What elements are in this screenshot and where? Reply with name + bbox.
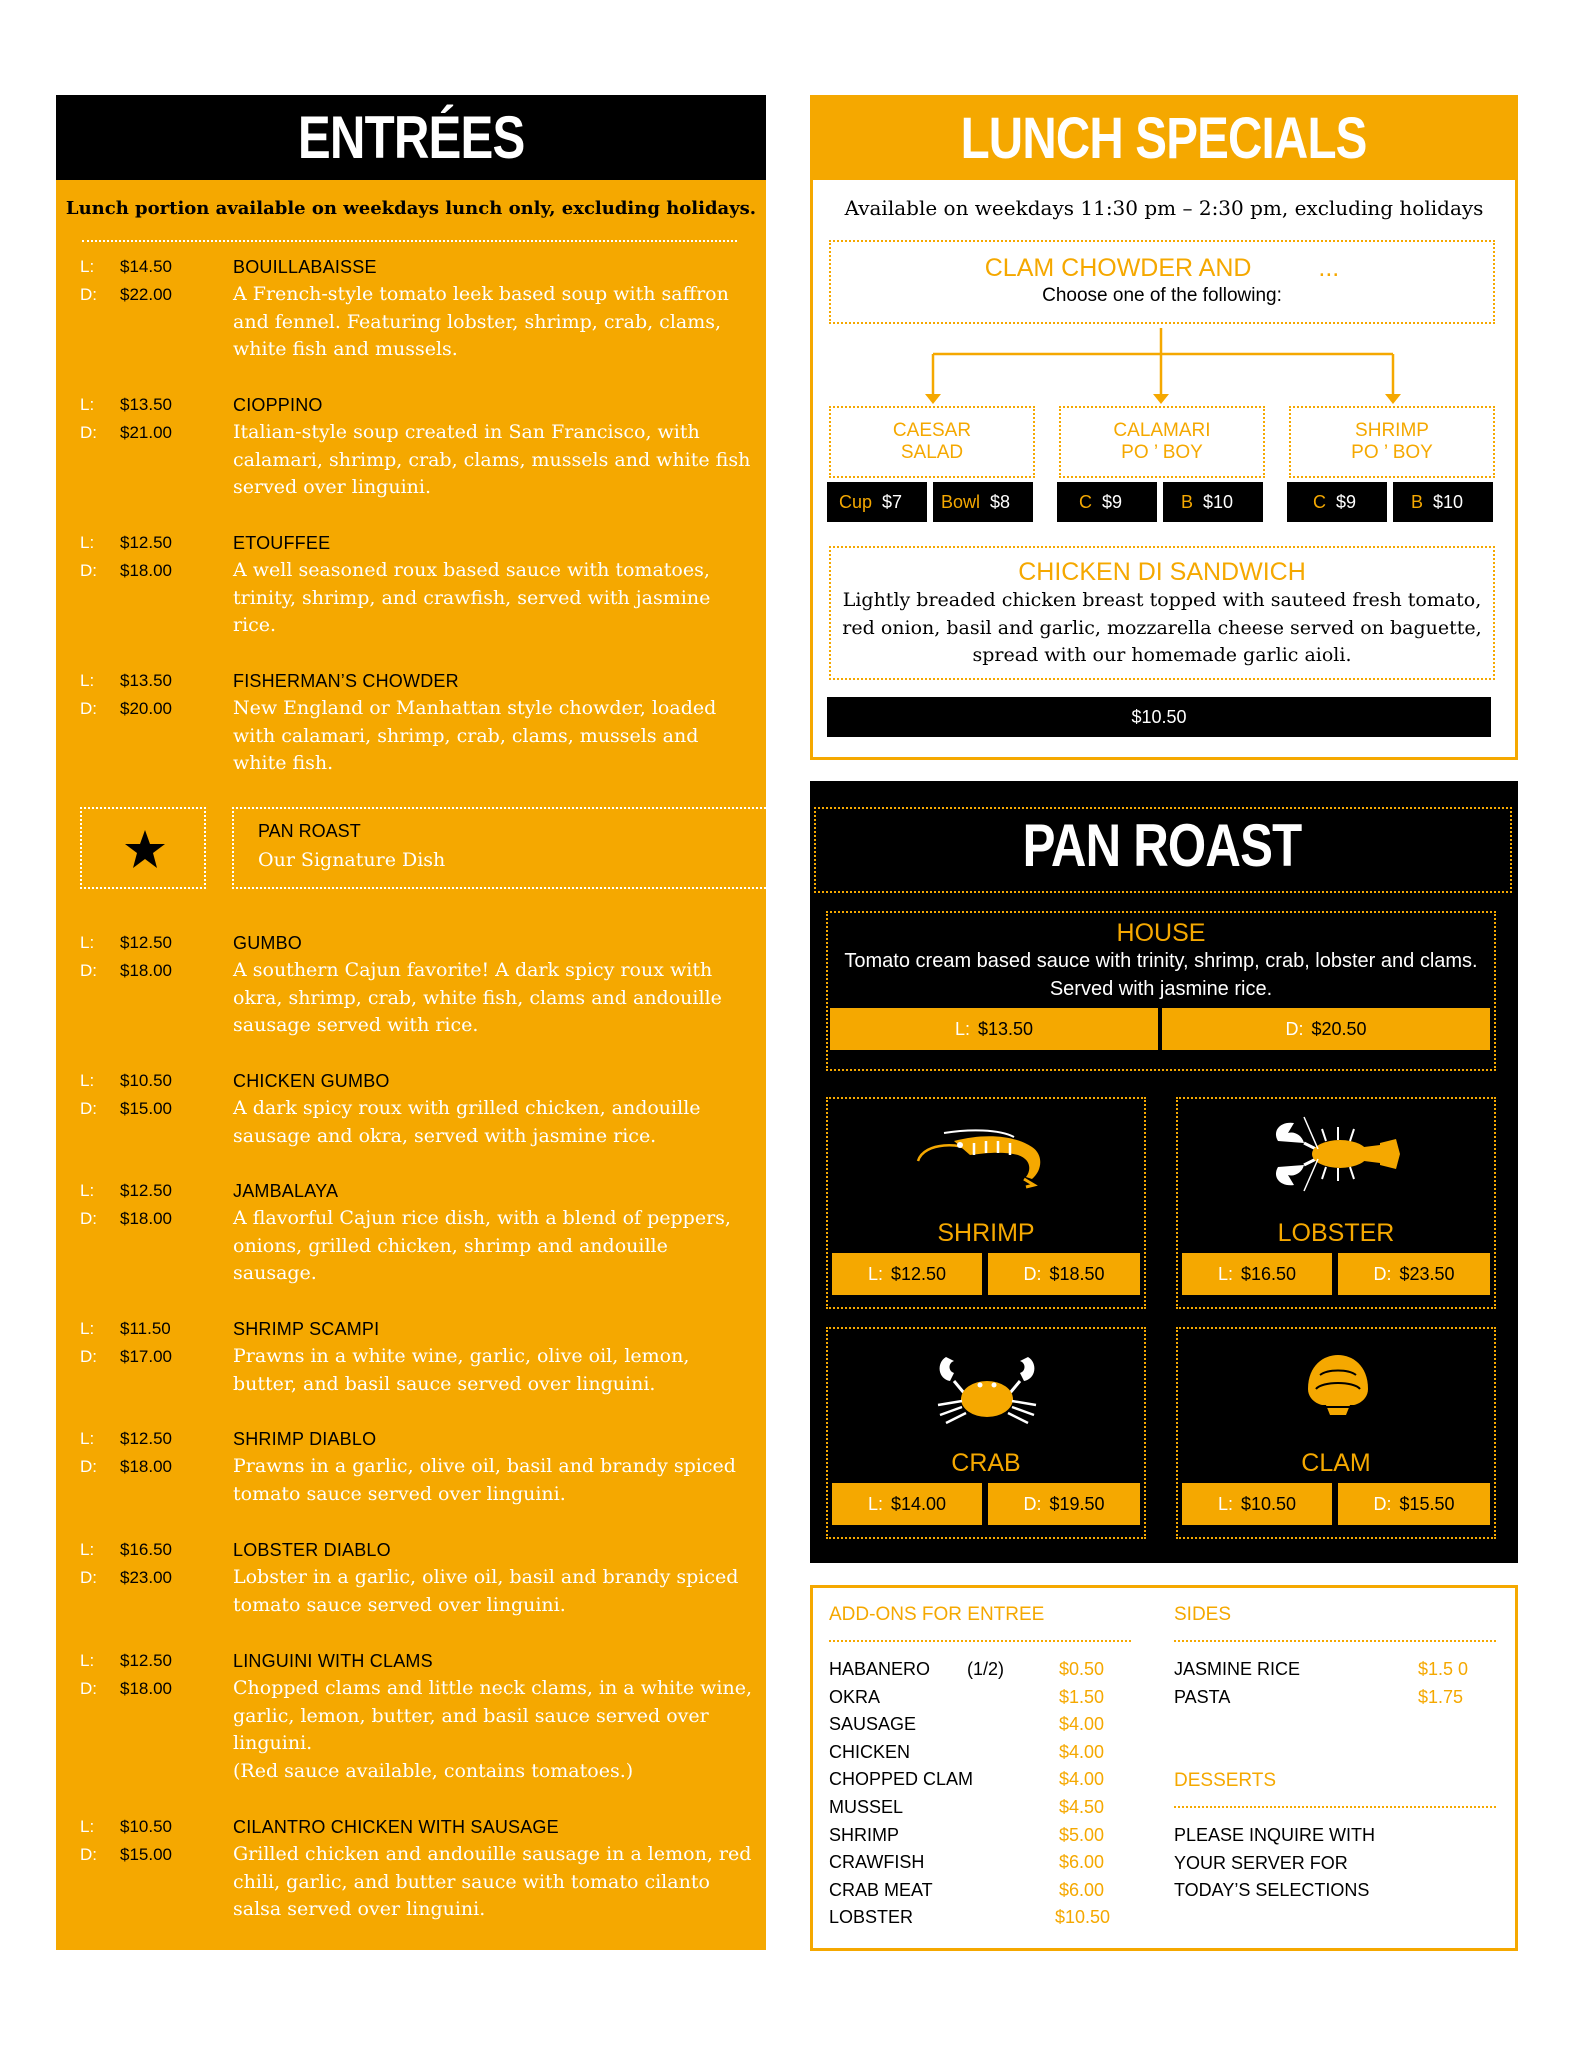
item-description: New England or Manhattan style chowder, loaded with calamari, shrimp, crab, clams, mussels and white fish. <box>233 697 717 774</box>
lunch-label: L: <box>80 1540 95 1559</box>
item-name: CIOPPINO <box>233 395 323 415</box>
option-name-2: PO ’ BOY <box>1121 442 1203 463</box>
dinner-price <box>988 1483 1140 1525</box>
addon-price: $6.00 <box>1059 1852 1105 1873</box>
side-name: JASMINE RICE <box>1174 1659 1301 1679</box>
lunch-price: $12.50 <box>120 1429 172 1448</box>
lunch-specials-header <box>813 98 1515 180</box>
entrees-header <box>56 95 766 180</box>
lunch-specials-section <box>810 95 1518 760</box>
item-description: A flavorful Cajun rice dish, with a blend of peppers, onions, grilled chicken, shrimp and andouille sausage. <box>233 1207 731 1284</box>
dinner-label: D: <box>80 285 97 304</box>
shrimp-icon <box>914 1121 1050 1191</box>
crab-icon <box>932 1349 1042 1429</box>
lunch-label: L: <box>1217 1494 1233 1514</box>
sandwich-description: Lightly breaded chicken breast topped with sauteed fresh tomato, red onion, basil and garlic, mozzarella cheese served on baguette, spread with our homemade garlic aioli. <box>842 589 1482 666</box>
addon-row <box>829 1684 1129 1712</box>
variety-name: LOBSTER <box>1277 1219 1395 1247</box>
dinner-label: D: <box>80 561 97 580</box>
price: $20.50 <box>1311 1019 1367 1039</box>
lunch-availability: Available on weekdays 11:30 pm – 2:30 pm, excluding holidays <box>844 196 1484 220</box>
lunch-label: L: <box>80 395 95 414</box>
item-name: CHICKEN GUMBO <box>233 1071 390 1091</box>
addon-price: $4.00 <box>1059 1714 1105 1735</box>
item-name: SHRIMP SCAMPI <box>233 1319 380 1339</box>
item-note: (Red sauce available, contains tomatoes.) <box>233 1759 634 1782</box>
option-name: SHRIMP <box>1355 420 1429 441</box>
price: $8 <box>990 492 1011 512</box>
addon-name: LOBSTER <box>829 1907 914 1928</box>
sides-title: SIDES <box>1174 1604 1232 1625</box>
dinner-label: D: <box>80 1457 97 1476</box>
addon-name: CHOPPED CLAM <box>829 1769 974 1790</box>
lunch-price <box>832 1253 982 1295</box>
price-tag <box>933 482 1033 522</box>
size-label: C <box>1313 492 1326 512</box>
lunch-price <box>1182 1483 1332 1525</box>
dinner-price: $22.00 <box>120 285 172 304</box>
item-name: FISHERMAN’S CHOWDER <box>233 671 459 691</box>
addon-row <box>829 1822 1129 1850</box>
addon-name: MUSSEL <box>829 1797 904 1817</box>
addon-name: CHICKEN <box>829 1741 911 1762</box>
clam-icon <box>1302 1351 1374 1421</box>
dinner-label: D: <box>1373 1494 1392 1514</box>
dinner-label: D: <box>80 1347 97 1366</box>
pan-roast-card-lobster <box>1176 1097 1496 1309</box>
signature-tagline: Our Signature Dish <box>258 849 446 871</box>
dinner-price: $18.00 <box>120 1209 172 1228</box>
addon-row <box>829 1794 1129 1822</box>
option-name: CAESAR <box>892 420 972 441</box>
pan-roast-card-shrimp <box>826 1097 1146 1309</box>
dinner-label: D: <box>80 1845 97 1864</box>
lunch-price: $13.50 <box>120 395 172 414</box>
lunch-label: L: <box>80 933 95 952</box>
dinner-price: $15.00 <box>120 1099 172 1118</box>
price: $19.50 <box>1049 1494 1105 1514</box>
addon-row <box>829 1904 1129 1932</box>
pan-roast-title: PAN ROAST <box>1022 812 1302 879</box>
size-label: Cup <box>839 492 873 512</box>
size-label: C <box>1079 492 1092 512</box>
house-title: HOUSE <box>1116 919 1206 947</box>
lunch-label: L: <box>1217 1264 1233 1284</box>
variety-name: CLAM <box>1301 1449 1371 1477</box>
dinner-price: $18.00 <box>120 961 172 980</box>
price: $12.50 <box>890 1264 947 1284</box>
choice-arrows <box>813 326 1521 406</box>
addon-name: CRAWFISH <box>829 1852 925 1873</box>
lunch-price: $12.50 <box>120 1651 172 1670</box>
chicken-di-sandwich <box>829 546 1495 680</box>
lunch-price: $10.50 <box>120 1071 172 1090</box>
addon-price: $10.50 <box>1055 1907 1111 1928</box>
dinner-price <box>1338 1253 1490 1295</box>
dinner-label: D: <box>1023 1264 1042 1284</box>
addon-row <box>829 1766 1129 1794</box>
lunch-label: L: <box>80 671 95 690</box>
lunch-label: L: <box>80 1429 95 1448</box>
clam-chowder-combo <box>829 240 1495 324</box>
item-description-text: Chopped clams and little neck clams, in a white wine, garlic, lemon, butter, and basil sauce served over linguini. <box>233 1677 753 1754</box>
lunch-price: $12.50 <box>120 533 172 552</box>
price-tag <box>827 482 927 522</box>
combo-ellipsis: ... <box>1318 254 1340 282</box>
item-description <box>233 1675 753 1785</box>
dinner-label: D: <box>80 1099 97 1118</box>
desserts-note: YOUR SERVER FOR <box>1174 1852 1348 1873</box>
lunch-price: $14.50 <box>120 257 172 276</box>
divider <box>82 240 737 242</box>
price-tag <box>1287 482 1387 522</box>
option-name-2: SALAD <box>900 442 964 463</box>
lunch-price <box>1182 1253 1332 1295</box>
price: $15.50 <box>1399 1494 1455 1514</box>
price: $14.00 <box>890 1494 947 1514</box>
pan-roast-card-clam <box>1176 1327 1496 1539</box>
lunch-label: L: <box>80 1071 95 1090</box>
price-tag <box>1163 482 1263 522</box>
lunch-price: $12.50 <box>120 1181 172 1200</box>
item-description: A dark spicy roux with grilled chicken, andouille sausage and okra, served with jasmine rice. <box>233 1097 701 1147</box>
dinner-price <box>988 1253 1140 1295</box>
signature-dish-box <box>232 807 766 889</box>
addon-price: $5.00 <box>1059 1824 1105 1845</box>
lunch-price: $11.50 <box>120 1319 171 1338</box>
dinner-price: $18.00 <box>120 1457 172 1476</box>
item-description: Lobster in a garlic, olive oil, basil and brandy spiced tomato sauce served over linguini. <box>233 1566 739 1616</box>
dinner-label: D: <box>80 699 97 718</box>
addon-price: $0.50 <box>1059 1659 1105 1679</box>
item-name: LINGUINI WITH CLAMS <box>233 1651 433 1671</box>
lunch-label: L: <box>867 1264 883 1284</box>
combo-subtitle: Choose one of the following: <box>1042 285 1282 306</box>
item-description: A French-style tomato leek based soup with saffron and fennel. Featuring lobster, shrimp, crab, clams, white fish and mussels. <box>233 283 729 360</box>
addon-name: SAUSAGE <box>829 1714 917 1735</box>
lunch-label: L: <box>80 1181 95 1200</box>
lunch-label: L: <box>80 1817 95 1836</box>
entrees-title: ENTRÉES <box>297 104 525 171</box>
lunch-label: L: <box>80 257 95 276</box>
desserts-note: TODAY’S SELECTIONS <box>1174 1880 1370 1901</box>
price-tag <box>1393 482 1493 522</box>
lunch-price: $13.50 <box>120 671 172 690</box>
house-lunch-price <box>830 1008 1158 1050</box>
price: $9 <box>1102 492 1123 512</box>
star-icon <box>124 829 166 869</box>
item-name: BOUILLABAISSE <box>233 257 377 277</box>
item-name: CILANTRO CHICKEN WITH SAUSAGE <box>233 1817 559 1837</box>
addons-sides-desserts <box>810 1585 1518 1951</box>
addon-row <box>829 1739 1129 1767</box>
price: $10 <box>1203 492 1234 512</box>
divider <box>1174 1806 1496 1808</box>
dinner-price: $20.00 <box>120 699 172 718</box>
addon-name: CRAB MEAT <box>829 1879 933 1900</box>
item-name: ETOUFFEE <box>233 533 331 553</box>
option-calamari-poboy <box>1059 406 1265 478</box>
addon-price: $6.00 <box>1059 1879 1105 1900</box>
variety-name: CRAB <box>951 1449 1021 1477</box>
dinner-label: D: <box>80 1209 97 1228</box>
side-price: $1.5 0 <box>1418 1659 1469 1679</box>
addon-row <box>829 1877 1129 1905</box>
dinner-label: D: <box>1285 1019 1304 1039</box>
price: $9 <box>1336 492 1357 512</box>
price: $13.50 <box>977 1019 1034 1039</box>
variety-name: SHRIMP <box>937 1219 1035 1247</box>
item-description: Prawns in a white wine, garlic, olive oil, lemon, butter, and basil sauce served over linguini. <box>233 1345 690 1395</box>
pan-roast-section <box>810 781 1518 1563</box>
option-name: CALAMARI <box>1113 420 1211 441</box>
item-description: Grilled chicken and andouille sausage in a lemon, red chili, garlic, and butter sauce with tomato cilanto salsa served over linguini. <box>233 1843 752 1920</box>
dinner-price: $23.00 <box>120 1568 172 1587</box>
price: $10.50 <box>1240 1494 1297 1514</box>
item-name: SHRIMP DIABLO <box>233 1429 377 1449</box>
addon-name: OKRA <box>829 1686 881 1707</box>
item-description: A southern Cajun favorite! A dark spicy roux with okra, shrimp, crab, white fish, clams and andouille sausage served with rice. <box>233 959 722 1036</box>
option-shrimp-poboy <box>1289 406 1495 478</box>
addon-name: SHRIMP <box>829 1824 900 1845</box>
option-name-2: PO ’ BOY <box>1351 442 1433 463</box>
combo-title-text: CLAM CHOWDER AND <box>984 254 1252 282</box>
size-label: Bowl <box>941 492 981 512</box>
item-name: GUMBO <box>233 933 303 953</box>
desserts-note: PLEASE INQUIRE WITH <box>1174 1825 1376 1845</box>
pan-roast-card-crab <box>826 1327 1146 1539</box>
dinner-price: $17.00 <box>120 1347 172 1366</box>
house-description: Tomato cream based sauce with trinity, shrimp, crab, lobster and clams. Served with jasmine rice. <box>844 950 1478 1000</box>
lunch-label: L: <box>80 1651 95 1670</box>
dinner-price <box>1338 1483 1490 1525</box>
dinner-label: D: <box>80 423 97 442</box>
price: $18.50 <box>1049 1264 1105 1284</box>
lunch-label: L: <box>954 1019 970 1039</box>
pan-roast-header <box>814 807 1510 895</box>
sandwich-title: CHICKEN DI SANDWICH <box>1018 558 1306 586</box>
sandwich-price: $10.50 <box>827 697 1491 737</box>
price-tag <box>1057 482 1157 522</box>
addon-price: $4.00 <box>1059 1769 1105 1790</box>
lunch-price <box>832 1483 982 1525</box>
dinner-label: D: <box>80 1679 97 1698</box>
item-description: A well seasoned roux based sauce with tomatoes, trinity, shrimp, and crawfish, served with jasmine rice. <box>233 559 711 636</box>
option-caesar-salad <box>829 406 1035 478</box>
dinner-label: D: <box>1373 1264 1392 1284</box>
dinner-price: $18.00 <box>120 561 172 580</box>
dinner-label: D: <box>80 1568 97 1587</box>
item-name: LOBSTER DIABLO <box>233 1540 391 1560</box>
dinner-label: D: <box>80 961 97 980</box>
side-name: PASTA <box>1174 1686 1231 1707</box>
dinner-price: $18.00 <box>120 1679 172 1698</box>
price: $10 <box>1433 492 1464 512</box>
signature-name: PAN ROAST <box>258 821 361 841</box>
addon-row <box>829 1656 1129 1684</box>
lunch-specials-title: LUNCH SPECIALS <box>960 106 1368 171</box>
combo-title <box>831 254 1493 283</box>
price: $23.50 <box>1399 1264 1455 1284</box>
item-name: JAMBALAYA <box>233 1181 339 1201</box>
side-row <box>1174 1656 1494 1684</box>
dinner-label: D: <box>1023 1494 1042 1514</box>
size-label: B <box>1181 492 1194 512</box>
lunch-price: $16.50 <box>120 1540 172 1559</box>
addon-row <box>829 1849 1129 1877</box>
signature-star-box <box>80 807 206 889</box>
addon-qty: (1/2) <box>967 1659 1005 1679</box>
divider <box>1174 1640 1496 1642</box>
item-description: Italian-style soup created in San Francisco, with calamari, shrimp, crab, clams, mussels and white fish served over linguini. <box>233 421 751 498</box>
house-dinner-price <box>1162 1008 1490 1050</box>
addon-row <box>829 1711 1129 1739</box>
lunch-price: $10.50 <box>120 1817 172 1836</box>
entrees-section <box>56 95 766 1950</box>
size-label: B <box>1411 492 1424 512</box>
addon-name: HABANERO <box>829 1659 931 1679</box>
lunch-label: L: <box>80 533 95 552</box>
desserts-title: DESSERTS <box>1174 1770 1277 1791</box>
addon-price: $4.00 <box>1059 1741 1105 1762</box>
dinner-price: $15.00 <box>120 1845 172 1864</box>
price: $16.50 <box>1240 1264 1297 1284</box>
item-description: Prawns in a garlic, olive oil, basil and brandy spiced tomato sauce served over linguini. <box>233 1455 736 1505</box>
lunch-label: L: <box>867 1494 883 1514</box>
lunch-label: L: <box>80 1319 95 1338</box>
side-row <box>1174 1684 1494 1712</box>
dinner-price: $21.00 <box>120 423 172 442</box>
addon-price: $1.50 <box>1059 1686 1105 1707</box>
lunch-price: $12.50 <box>120 933 172 952</box>
entrees-note: Lunch portion available on weekdays lunch only, excluding holidays. <box>65 198 757 219</box>
addons-title: ADD-ONS FOR ENTREE <box>829 1604 1045 1625</box>
divider <box>829 1640 1131 1642</box>
lobster-icon <box>1268 1111 1408 1195</box>
side-price: $1.75 <box>1418 1686 1464 1707</box>
price: $7 <box>882 492 903 512</box>
addon-price: $4.50 <box>1059 1797 1105 1817</box>
